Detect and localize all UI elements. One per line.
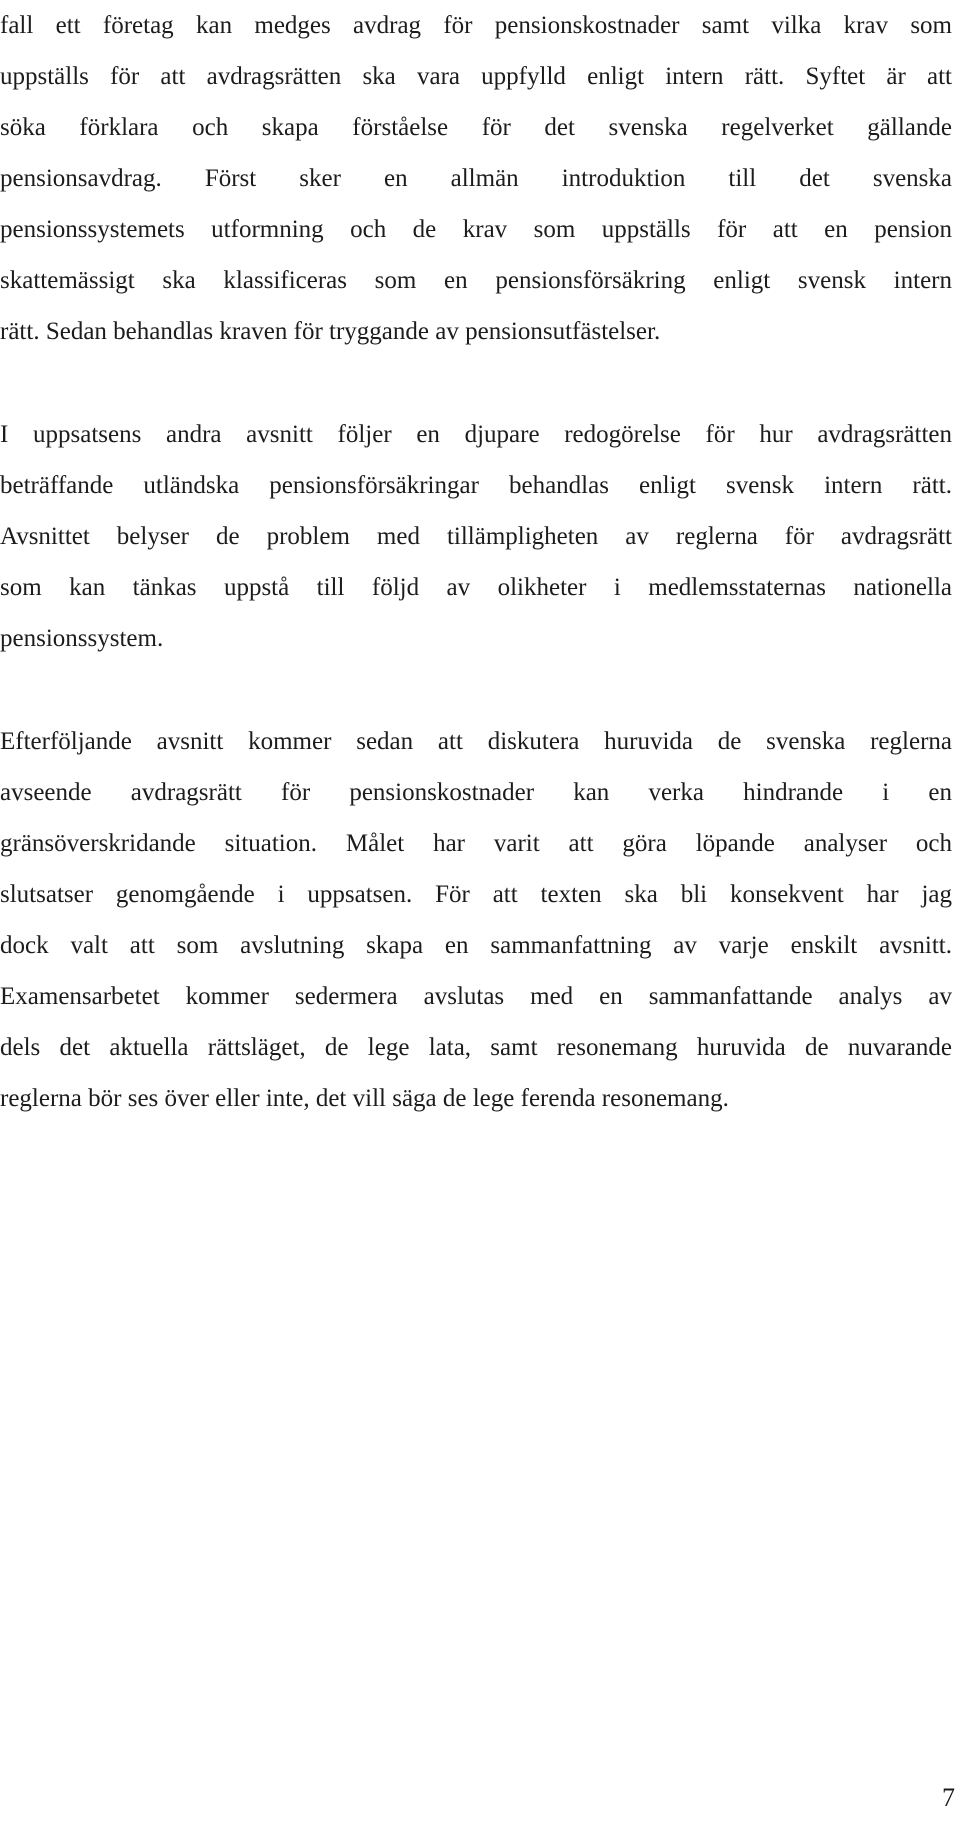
text-line: reglerna bör ses över eller inte, det vill säga de lege ferenda resonemang.	[0, 1085, 729, 1112]
paragraph-2	[0, 409, 952, 664]
text-line: rätt. Sedan behandlas kraven för tryggande av pensionsutfästelser.	[0, 318, 661, 345]
paragraph-1	[0, 0, 952, 357]
text-line: dels det aktuella rättsläget, de lege lata, samt resonemang huruvida de nuvarande	[0, 1034, 952, 1061]
text-line: uppställs för att avdragsrätten ska vara uppfylld enligt intern rätt. Syftet är att	[0, 63, 952, 90]
text-line: pensionssystem.	[0, 625, 164, 652]
text-line: fall ett företag kan medges avdrag för pensionskostnader samt vilka krav som	[0, 12, 952, 39]
text-line: Examensarbetet kommer sedermera avslutas med en sammanfattande analys av	[0, 983, 952, 1010]
text-line: beträffande utländska pensionsförsäkringar behandlas enligt svensk intern rätt.	[0, 472, 952, 499]
paragraph-spacer	[0, 664, 952, 716]
text-line: avseende avdragsrätt för pensionskostnader kan verka hindrande i en	[0, 779, 952, 806]
text-line: pensionsavdrag. Först sker en allmän introduktion till det svenska	[0, 165, 952, 192]
text-line: som kan tänkas uppstå till följd av olikheter i medlemsstaternas nationella	[0, 574, 952, 601]
text-line: dock valt att som avslutning skapa en sammanfattning av varje enskilt avsnitt.	[0, 932, 952, 959]
text-line: gränsöverskridande situation. Målet har varit att göra löpande analyser och	[0, 830, 952, 857]
paragraph-3	[0, 716, 952, 1124]
text-line: slutsatser genomgående i uppsatsen. För att texten ska bli konsekvent har jag	[0, 881, 952, 908]
text-line: söka förklara och skapa förståelse för det svenska regelverket gällande	[0, 114, 952, 141]
text-line: pensionssystemets utformning och de krav som uppställs för att en pension	[0, 216, 952, 243]
text-line: Efterföljande avsnitt kommer sedan att diskutera huruvida de svenska reglerna	[0, 728, 952, 755]
page-number: 7	[942, 1783, 955, 1812]
text-line: skattemässigt ska klassificeras som en pensionsförsäkring enligt svensk intern	[0, 267, 952, 294]
paragraph-spacer	[0, 357, 952, 409]
text-line: I uppsatsens andra avsnitt följer en djupare redogörelse för hur avdragsrätten	[0, 421, 952, 448]
text-line: Avsnittet belyser de problem med tillämpligheten av reglerna för avdragsrätt	[0, 523, 952, 550]
